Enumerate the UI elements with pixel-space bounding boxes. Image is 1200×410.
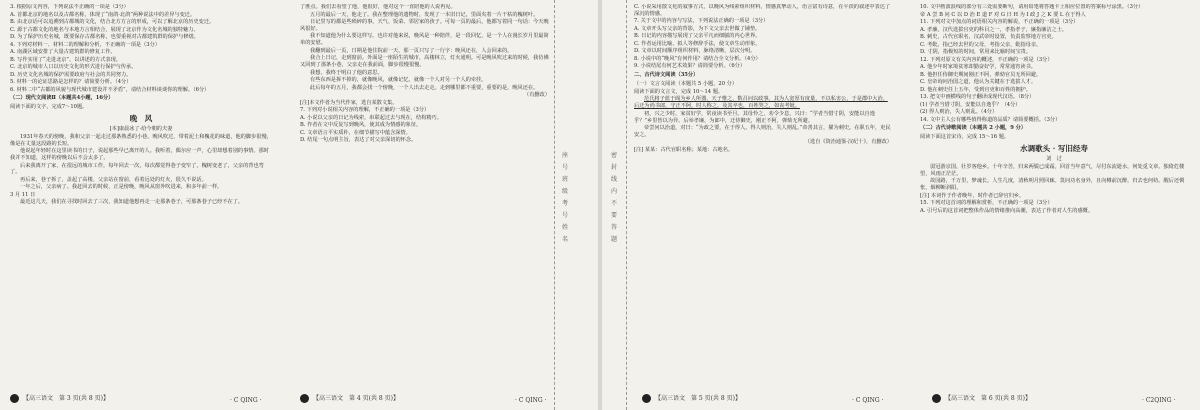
q13-item-2: (2) 得人则治，失人则乱。（4分） [920,109,998,115]
page-footer [300,394,399,404]
poem-footnote: [注] 本词作于作者晚年，时作者已辞官归乡。 [920,192,1025,199]
poem-stanza: 故园路，千万里，梦魂长。人生几度，清秋明月照回廊。莫问功名身外，且向樽前沉醉，归去也何妨。醒后还惆怅，烟柳断斜阳。 [920,178,1185,192]
question-10: 10. 文中画波浪线的部分有三处需要断句，请用铅笔将答题卡上相应位置的答案标号涂黑。（3分） [920,4,1144,10]
gutter-label: 密 封 线 内 不 要 答 题 [611,152,618,243]
question-14: 14. 文中主人公有哪些值得称道的品质？请简要概括。（3分） [920,116,1061,123]
brand-mark: · C QING · [230,397,262,404]
left-column-1 [10,4,272,388]
page-footer [10,394,109,404]
q7-option-c: C. 文章语言平实质朴，在细节描写中蕴含深情。 [300,129,411,136]
essay-footnote: [注]本文作者为当代作家，选自某散文集。 [300,99,398,106]
q7b-option-b: B. 日记的内容描写展现了父亲平凡而细腻的内心世界。 [634,33,761,40]
q12-option-b: B. 他担任侍御史期间刚正不阿，弹劾官员无所回避。 [920,71,1042,78]
poem-title: 水调歌头 · 写旧经寿 [1020,144,1088,154]
page-number: 【高三语文 第 5 页(共 8 页)】 [655,395,741,402]
q11-option-c: C. 考妣，指已经去世的父母，考指父亲，妣指母亲。 [920,41,1042,48]
brand-mark: · C QING · [852,397,884,404]
q7b-option-c: C. 作者运用比喻、拟人等修辞手法，使文章生动形象。 [634,40,761,47]
binding-gutter [604,0,627,410]
section-instruction: 阅读下面的文字，完成7～10题。 [10,104,88,111]
essay-paragraph: 1931年春天的傍晚，我和父亲一起走过那条熟悉的小巷。晚风吹过，带着泥土和槐花的味道，他的脚步很慢，像是在丈量这段路的长短。 [10,133,272,147]
q12-option-a: A. 他少年时家境贫寒却勤奋好学，常常通宵读书。 [920,64,1036,70]
classical-text: 范氏将子蓝于阁为乡人所器，天子惟之，数召问以政事。其为人宽厚有度量，不以私害公，于是郡中大治。后迁为尚书郎，守正不阿，时人称之。及其卒也，百姓哭之，如丧考妣。 [634,96,888,110]
classical-footnote: [注] 某某：古代官职名称；某地：古地名。 [634,146,734,153]
page-number: 【高三语文 第 6 页(共 8 页)】 [945,395,1031,402]
essay-paragraph: 我翻到最后一页，日期是他住院前一天。那一页只写了一行字：晚风还在，人会回来的。 [310,47,513,54]
question-15: 15. 下列对这首词的理解和赏析，不正确的一项是（3分） [920,200,1053,207]
section-instruction: 阅读下面的文言文，完成 10～14 题。 [634,88,724,95]
essay-paragraph: 他说起年轻时在这里读书的日子，说起那些早已离开的人。我听着，偶尔应一声，心里却想着别的事情。那时我并不知道，这样的傍晚以后不会太多了。 [10,148,270,162]
poem-stanza: 弱冠游京国，壮岁客他乡。十年辛苦，归来两鬓已成霜。回首当年意气，尽付东流逝水，何处觅文章。独倚危楼望，风雨正茫茫。 [920,163,1185,177]
classical-text: 初，兴之少时，家贫好学，常夜读书至旦。其母怜之，劝令少息，兴曰：“学者当惜寸阴，安能以自逸乎？”乡里皆以为异。后举孝廉，为郎中，迁侍御史，刚正不阿，弹劾无所避。 [634,110,875,124]
logo-icon [642,394,651,403]
logo-icon [10,394,19,403]
essay-subtitle: [本]康晨冰了·给今朝的夫妻 [109,126,173,133]
q11-option-b: B. 刺史，古代官职名，汉武帝时设置，负责监察地方官吏。 [920,34,1057,40]
q10-segmentation-line: 帝 A 尝 B 问 C 以 D 治 E 道 F 对 G 曰 H 为 I 政 J 之 K 要 L 在于得人 [920,11,1086,18]
right-exam-sheet [602,0,1200,410]
question-8: 8. 小说中的“晚风”有何作用？请结合全文分析。（4分） [634,55,761,62]
q7b-option-a: A. 文章开头写父亲的背影，为下文父亲去世做了铺垫。 [634,25,761,32]
brand-mark: · C QING · [515,397,547,404]
q4-option-c: C. 北京的城市人口以历史文化的形式进行保护与传承。 [10,64,137,70]
q4-option-b: B. 写作实用了“走进北京”，以讲述的方式表现。 [10,56,121,63]
q3-option-d: D. 为了保护历史名城，既要保存古都名称，也要重视对古都建筑群的保护与修缮。 [10,34,199,40]
essay-paragraph: 我合上日记，走到窗前。外面是一座陌生的城市，高楼林立，灯火通明。可是晚风吹过来的时候，我仿佛又回到了那条小巷，父亲走在我前面，脚步很慢很慢。 [300,55,549,69]
essay-paragraph: 后来我离开了家，在很远的城市工作。每年回去一次，每次都觉得巷子变窄了，槐树变老了，父亲的背也弯了。 [10,162,264,176]
q12-option-c: C. 皇帝询问治国之道，他认为关键在于选拔人才。 [920,79,1037,85]
section-subheading: （一）文言文阅读（本题共 5 小题，20 分） [634,81,738,88]
gutter-label: 座号 班级 考号 姓名 [562,152,569,243]
q7-option-b: B. 作者在文中反复写到晚风，使其成为情感的象征。 [300,122,422,129]
q15-option-a: A. 引号后的这首词把整体作品的情绪推向高潮，表达了作者对人生的感慨。 [920,207,1094,214]
classical-text: 帝尝问以治道，对曰：“为政之要，在于得人。得人则治，失人则乱。”帝善其言，擢为刺史。在职五年，吏民安之。 [634,125,891,138]
essay-paragraph: 一年之后，父亲病了。我赶回去的时候，正是傍晚，晚风从窗外吹进来，和多年前一样。 [20,184,223,191]
section-heading-classical: 二、古代诗文阅读（35分） [634,72,699,79]
question-5: 5. 材料一的论证思路是怎样的？请简要分析。（4分） [10,79,132,85]
q7-option-d: D. 结尾一句点明主旨，表达了对父亲深切的怀念。 [300,137,417,144]
q7b-option-d: D. 文章以时间顺序组织材料，脉络清晰，层次分明。 [634,48,756,55]
question-8-body: C. 小说采用散文化的叙事方式，以晚风为线索组织材料，情感真挚动人，语言富有诗意，在平淡的叙述中表达了深沉的情感。 [634,4,891,17]
question-11: 11. 下列对文中加点的词语相关内容的解说，不正确的一项是（3分） [920,19,1079,25]
brand-mark: · C2QING · [1142,397,1176,404]
q13-item-1: (1) 学者当惜寸阴，安能以自逸乎？（4分） [920,101,1021,108]
question-4: 4. 下列对材料一、材料二的理解和分析，不正确的一项是（3分） [10,41,160,48]
poem-author: 刘 过 [1046,156,1062,163]
classical-source: （选自《资治通鉴·汉纪十》，有删改） [804,139,892,146]
logo-icon [300,394,309,403]
logo-icon [932,394,941,403]
essay-paragraph: 最近这几天，我们在寻找时回去了三次，我知道他想再走一走那条巷子，可那条巷子已经不在了。 [20,199,244,206]
essay-paragraph: 日记里写的都是些琐碎的事，天气、饭菜、邻居家的孩子。可每一页的最后，他都写着同一句话：今天晚风很好。 [300,19,549,32]
question-12: 12. 下列对原文有关内容的概述，不正确的一项是（3分） [920,56,1053,63]
page-number: 【高三语文 第 3 页(共 8 页)】 [23,395,109,402]
q11-option-d: D. 寸阴，指极短的时间，常用来比喻时间宝贵。 [920,49,1032,55]
q4-option-d: D. 历史文化名城的保护需要政府与社会的共同努力。 [10,71,132,78]
binding-gutter [554,0,577,410]
q7-option-a: A. 小说以父亲的日记为线索，串联起过去与现在，结构精巧。 [300,114,442,121]
question-3: 3. 根据原文内容，下列说法不正确的一项是（3分） [10,4,129,10]
essay-paragraph: 了胜点。我们去看望了他，他很好，他对这个一直陪他的人说再见。 [300,4,456,10]
q3-option-c: C. 源于古都文化的地名与本地方言相结合，展现了北京作为文化名城的独特魅力。 [10,26,199,33]
question-9: 9. 小说结尾有何艺术效果？请简要分析。（6分） [634,63,746,70]
question-6: 6. 材料二中“古都的风貌与现代城市建设并不矛盾”，请结合材料谈谈你的理解。（6分） [10,86,210,93]
page-footer [642,394,741,404]
page-footer [932,394,1031,404]
section-instruction: 阅读下面这首宋诗，完成 15～16 题。 [920,134,1010,141]
section-heading-poetry: （二）古代诗歌阅读（本题共 2 小题，9 分） [920,125,1027,132]
essay-paragraph: 此后每年的五月，我都会找一个傍晚，一个人出去走走。走到哪里都不重要，重要的是，晚风还在。 [310,84,539,91]
essay-title: 晚 风 [129,114,153,124]
section-heading-reading-2: （二）现代文阅读Ⅱ（本题共4小题，16分） [10,95,114,102]
page-number: 【高三语文 第 4 页(共 8 页)】 [313,395,399,402]
right-column-2 [920,4,1188,388]
q11-option-a: A. 孝廉，汉代选拔官吏的科目之一，孝指孝子，廉指廉洁之士。 [920,26,1068,33]
essay-paragraph: 五月的最后一天，他走了。我在整理他的遗物时，发现了一本旧日记，里面夹着一片干枯的槐树叶。 [310,11,539,18]
question-7b: 7. 关于文中的内容与写法，下列说法正确的一项是（3分） [634,18,769,25]
left-exam-sheet [0,0,598,410]
essay-paragraph: 再后来，巷子拆了，盖起了高楼。父亲站在窗前，看着远处的灯火，很久不说话。 [20,176,207,183]
essay-source-note: （有删改） [524,92,550,99]
right-column-1 [634,4,892,388]
q3-option-a: A. 首都北京的地名以及古都名称，体现了“南鸽·北鸽”两种说法中的差异与变迁。 [10,11,196,18]
q4-option-a: A. 南湖区域安排了大量古建筑群的修复工作。 [10,49,116,55]
essay-date: 3 月 11 日 [10,191,36,198]
question-7: 7. 下列对小说相关内容的理解，不正确的一项是（3分） [300,107,430,114]
left-column-2 [300,4,550,388]
question-13: 13. 把文中画横线的句子翻译成现代汉语。（8分） [920,94,1035,100]
essay-paragraph: 我想，我终于明白了他的意思。 [310,69,383,76]
essay-paragraph: 我不知道他为什么要这样写。也许对他来说，晚风是一种陪伴，是一段回忆，是一个人在漫长岁月里最简单的安慰。 [300,33,549,47]
q12-option-d: D. 他在刺史任上五年，受到官吏和百姓的拥护。 [920,86,1032,93]
q3-option-b: B. 由北京话可以追溯到古都城的文化，结合北方方言的形成，可以了解北京的历史变迁。 [10,19,215,25]
essay-paragraph: 有些东西是拆不掉的，就像晚风，就像记忆，就像一个人对另一个人的牵挂。 [310,77,487,84]
